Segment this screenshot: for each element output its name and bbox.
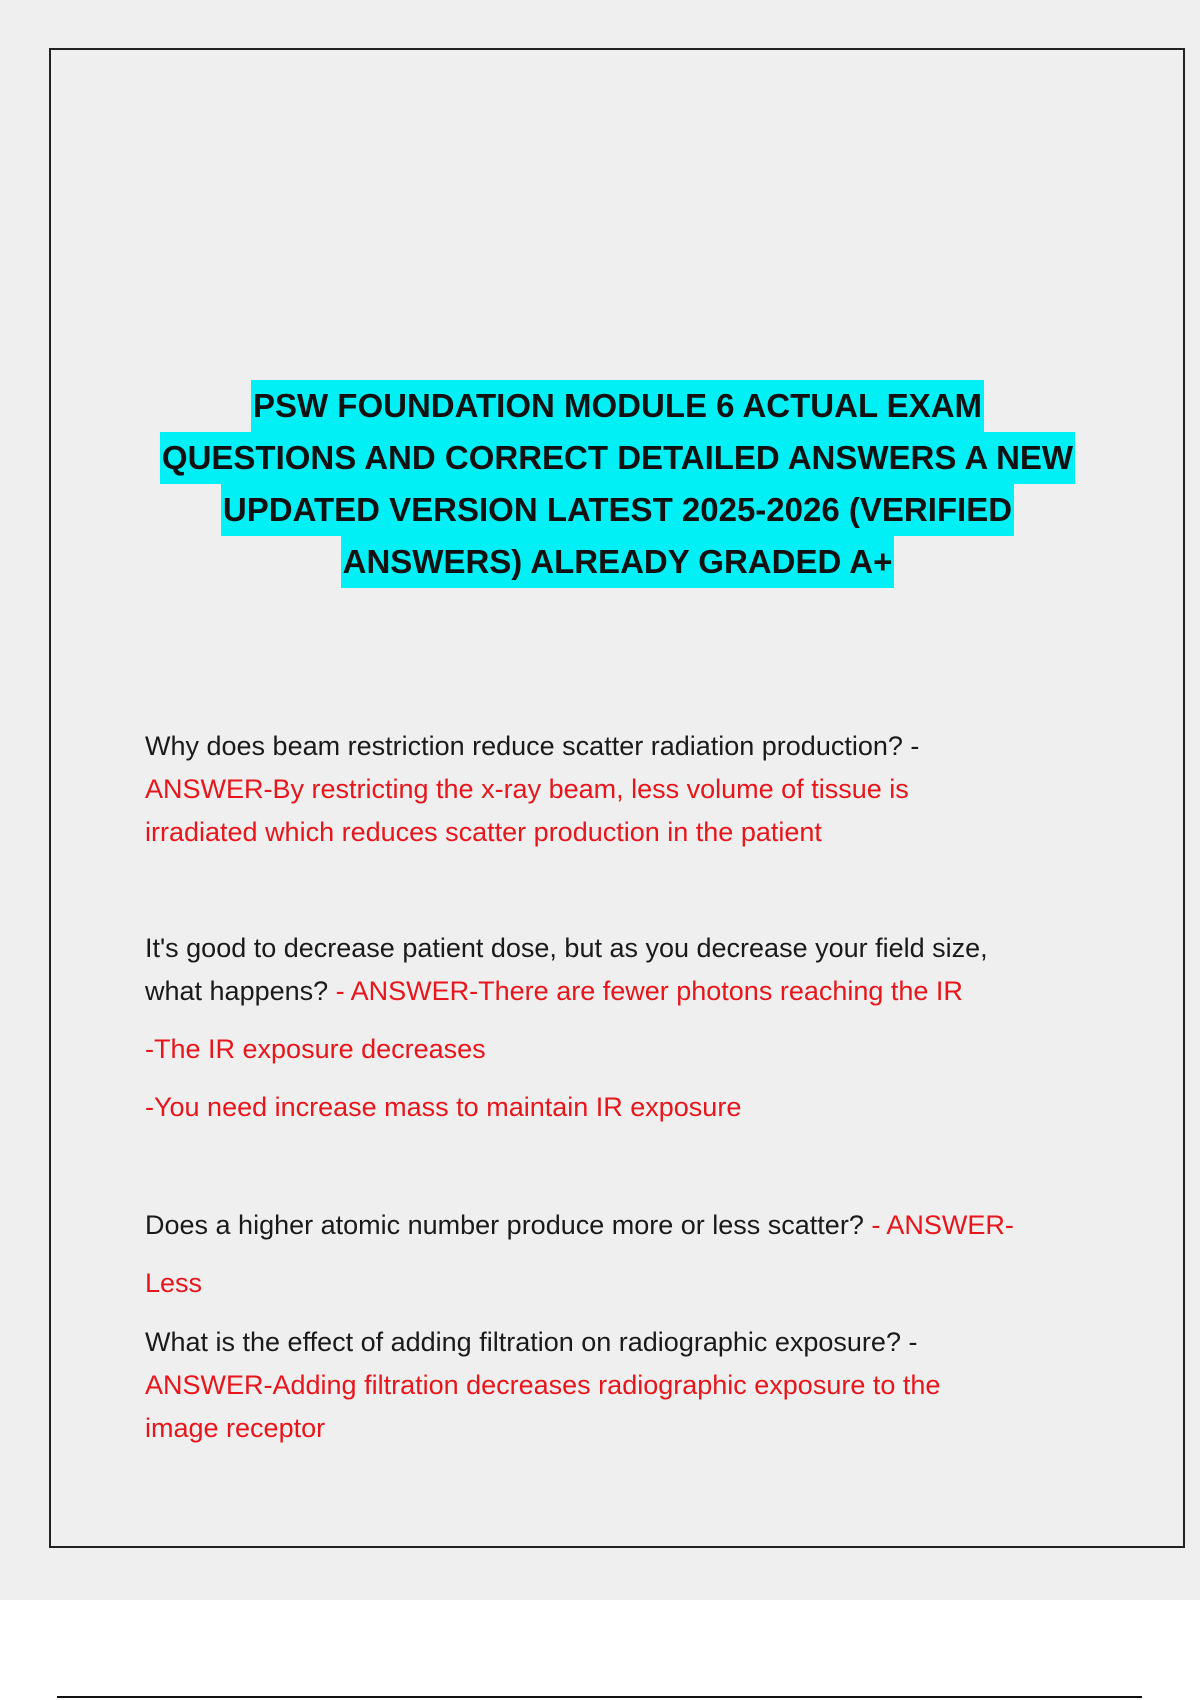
answer-text: - ANSWER- (863, 1210, 1014, 1240)
question-text: what happens? (145, 976, 329, 1006)
question-text: What is the effect of adding filtration on radiographic exposure? - (145, 1327, 918, 1357)
document-title (100, 380, 1135, 588)
title-line-3: UPDATED VERSION LATEST 2025-2026 (VERIFIED (221, 484, 1014, 536)
question-text: Why does beam restriction reduce scatter radiation production? - (145, 731, 920, 761)
answer-text: Less (145, 1268, 203, 1298)
answer-text: -You need increase mass to maintain IR exposure (145, 1092, 742, 1122)
qa-item-4 (145, 1321, 1105, 1450)
qa-item-2 (145, 927, 1105, 1129)
title-line-1: PSW FOUNDATION MODULE 6 ACTUAL EXAM (251, 380, 984, 432)
answer-text: -The IR exposure decreases (145, 1034, 486, 1064)
question-text: It's good to decrease patient dose, but as you decrease your field size, (145, 933, 988, 963)
title-line-4: ANSWERS) ALREADY GRADED A+ (341, 536, 895, 588)
answer-text: ANSWER-Adding filtration decreases radiographic exposure to the (145, 1370, 941, 1400)
answer-text: image receptor (145, 1413, 326, 1443)
qa-item-1 (145, 725, 1105, 854)
answer-text: irradiated which reduces scatter production in the patient (145, 817, 822, 847)
answer-text: ANSWER-By restricting the x-ray beam, less volume of tissue is (145, 774, 909, 804)
question-answer-line (145, 970, 1105, 1013)
footer-divider (57, 1696, 1142, 1698)
title-line-2: QUESTIONS AND CORRECT DETAILED ANSWERS A NEW (160, 432, 1075, 484)
question-answer-line (145, 1204, 1105, 1247)
question-text: Does a higher atomic number produce more or less scatter? (145, 1210, 864, 1240)
qa-item-3 (145, 1204, 1105, 1305)
answer-text: - ANSWER-There are fewer photons reaching the IR (328, 976, 963, 1006)
